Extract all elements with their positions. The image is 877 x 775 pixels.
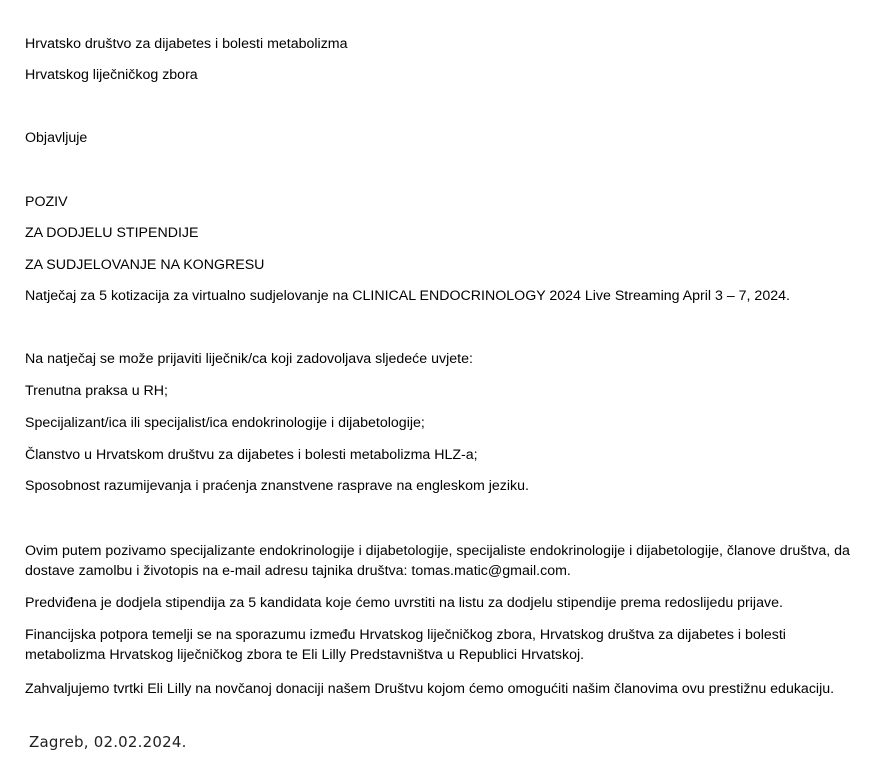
- condition-item: Sposobnost razumijevanja i praćenja znanstvene rasprave na engleskom jeziku.: [25, 478, 529, 494]
- organization-parent: Hrvatskog liječničkog zbora: [25, 67, 198, 83]
- selection-paragraph: Predviđena je dodjela stipendija za 5 kandidata koje ćemo uvrstiti na listu za dodjelu stipendije prema redoslijedu prijave.: [25, 595, 783, 611]
- title-line-1: POZIV: [25, 194, 68, 210]
- thanks-paragraph: Zahvaljujemo tvrtki Eli Lilly na novčanoj donaciji našem Društvu kojom ćemo omogućiti našim članovima ovu prestižnu edukaciju.: [25, 681, 835, 697]
- place-and-date: Zagreb, 02.02.2024.: [29, 733, 187, 751]
- tender-description: Natječaj za 5 kotizacija za virtualno sudjelovanje na CLINICAL ENDOCRINOLOGY 2024 Live Streaming April 3 – 7, 2024.: [25, 288, 790, 304]
- title-line-3: ZA SUDJELOVANJE NA KONGRESU: [25, 257, 265, 273]
- title-line-2: ZA DODJELU STIPENDIJE: [25, 225, 199, 241]
- announces-label: Objavljuje: [25, 130, 88, 146]
- conditions-intro: Na natječaj se može prijaviti liječnik/ca koji zadovoljava sljedeće uvjete:: [25, 351, 473, 367]
- funding-paragraph: Financijska potpora temelji se na sporazumu između Hrvatskog liječničkog zbora, Hrvatskog društva za dijabetes i bolesti metabolizma Hrvatskog liječničkog zbora te Eli Lilly Predstavništva u Republici Hrvatskoj.: [25, 627, 786, 663]
- organization-name: Hrvatsko društvo za dijabetes i bolesti metabolizma: [25, 36, 348, 52]
- condition-item: Članstvo u Hrvatskom društvu za dijabetes i bolesti metabolizma HLZ-a;: [25, 447, 478, 463]
- invitation-paragraph: Ovim putem pozivamo specijalizante endokrinologije i dijabetologije, specijaliste endokrinologije i dijabetologije, članove društva, da dostave zamolbu i životopis na e-mail adresu tajnika društva: tomas.matic@gmail.com.: [25, 543, 850, 579]
- condition-item: Trenutna praksa u RH;: [25, 383, 168, 399]
- condition-item: Specijalizant/ica ili specijalist/ica endokrinologije i dijabetologije;: [25, 415, 425, 431]
